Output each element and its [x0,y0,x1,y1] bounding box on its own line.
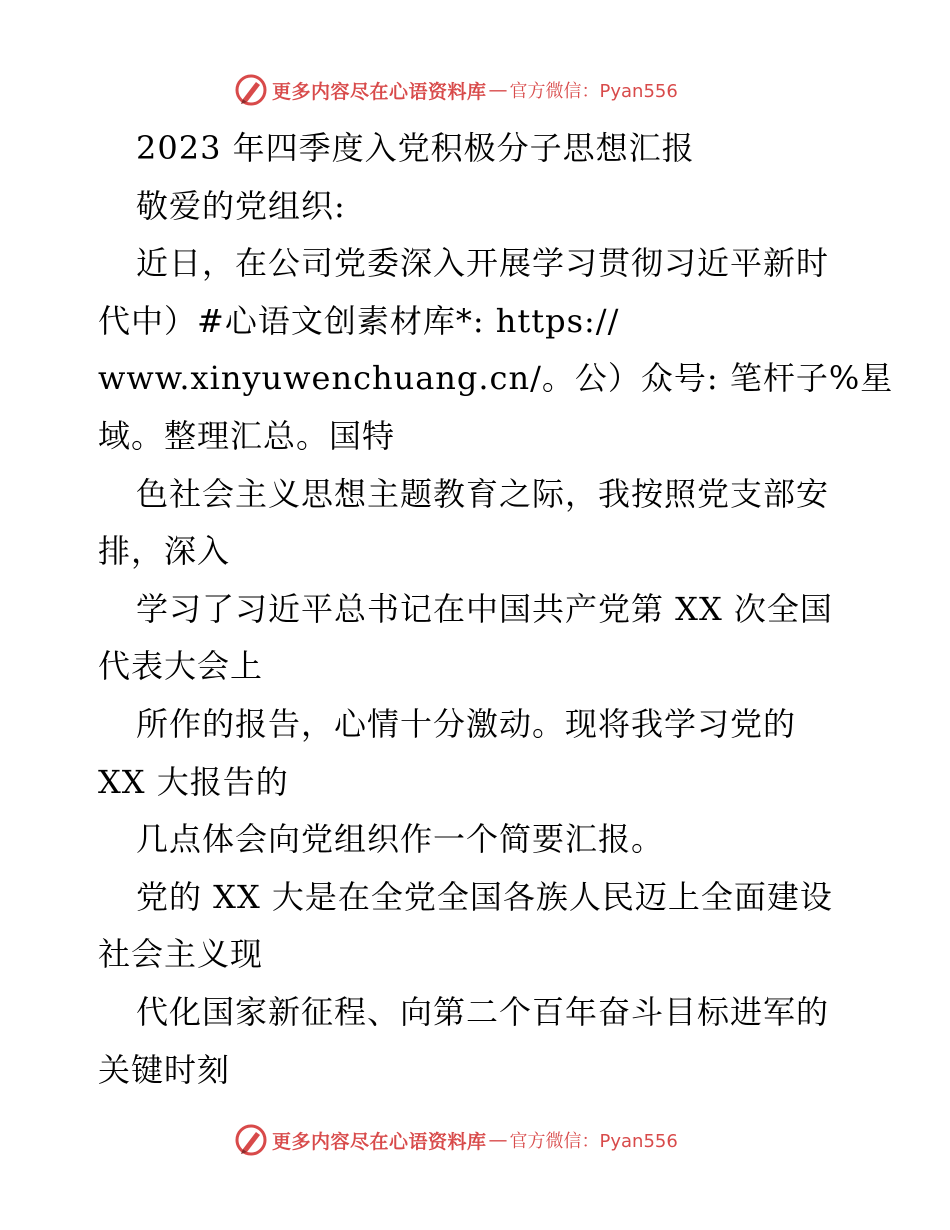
paragraph-line: 代化国家新征程、向第二个百年奋斗目标进军的 [136,992,830,1031]
header-banner-wechat: 官方微信：Pyan556 [509,81,678,102]
pen-logo-icon [234,73,268,107]
paragraph-line: www.xinyuwenchuang.cn/。公）众号: 笔杆子%星 [98,359,894,398]
header-banner-dash: — [488,79,508,101]
footer-banner-dash: — [488,1129,508,1151]
document-body [98,120,894,1099]
paragraph-line: 代中）#心语文创素材库*: https:// [98,301,620,340]
footer-banner-text: 更多内容尽在心语资料库 [272,1130,487,1153]
document-title: 2023 年四季度入党积极分子思想汇报 [136,129,695,167]
footer-banner-content [234,1122,678,1158]
paragraph-line: XX 大报告的 [98,762,289,801]
paragraph-line: 社会主义现 [98,935,264,974]
paragraph-line: 排，深入 [98,532,231,571]
paragraph-line: 色社会主义思想主题教育之际，我按照党支部安 [136,474,830,513]
header-banner [0,72,950,108]
footer-banner-wechat: 官方微信：Pyan556 [509,1131,678,1152]
paragraph-line: 几点体会向党组织作一个简要汇报。 [136,820,665,859]
paragraph-line: 代表大会上 [98,647,264,686]
paragraph-line: 学习了习近平总书记在中国共产党第 XX 次全国 [136,589,833,628]
paragraph-line: 域。整理汇总。国特 [98,416,396,455]
header-banner-content [234,72,678,108]
paragraph-line: 关键时刻 [98,1050,231,1089]
paragraph-line: 所作的报告，心情十分激动。现将我学习党的 [136,704,797,743]
salutation: 敬爱的党组织: [136,186,346,225]
paragraph-line: 近日，在公司党委深入开展学习贯彻习近平新时 [136,244,830,283]
pen-logo-icon [234,1123,268,1157]
footer-banner [0,1122,950,1158]
paragraph-line: 党的 XX 大是在全党全国各族人民迈上全面建设 [136,877,833,916]
header-banner-text: 更多内容尽在心语资料库 [272,80,487,103]
